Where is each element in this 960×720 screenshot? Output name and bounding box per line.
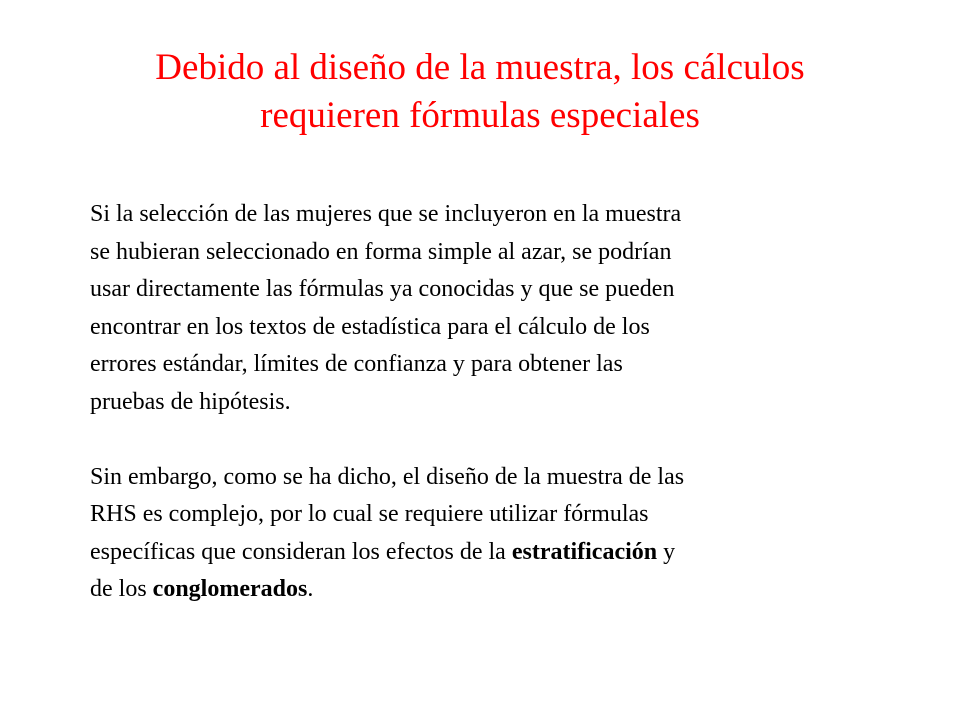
text-run: . bbox=[307, 576, 314, 602]
title-line-1: Debido al diseño de la muestra, los cálculos bbox=[155, 47, 805, 88]
paragraph-2-line: RHS es complejo, por lo cual se requiere utilizar fórmulas bbox=[90, 501, 649, 527]
title-line-2: requieren fórmulas especiales bbox=[260, 95, 700, 136]
slide-body bbox=[90, 196, 890, 609]
paragraph-2 bbox=[90, 459, 890, 609]
paragraph-1-line: Si la selección de las mujeres que se incluyeron en la muestra bbox=[90, 201, 682, 227]
paragraph-2-line bbox=[90, 534, 890, 572]
text-run: de los bbox=[90, 576, 153, 602]
paragraph-1-line: se hubieran seleccionado en forma simple al azar, se podrían bbox=[90, 238, 672, 265]
text-run: específicas que consideran los efectos de la bbox=[90, 538, 512, 565]
paragraph-1-line: errores estándar, límites de confianza y para obtener las bbox=[90, 351, 623, 377]
paragraph-1-line: encontrar en los textos de estadística para el cálculo de los bbox=[90, 313, 650, 340]
paragraph-gap bbox=[90, 421, 890, 459]
bold-term-estratificacion: estratificación bbox=[511, 538, 658, 565]
paragraph-2-line: Sin embargo, como se ha dicho, el diseño de la muestra de las bbox=[90, 463, 685, 490]
paragraph-1-line: pruebas de hipótesis. bbox=[90, 388, 291, 415]
bold-term-conglomerados: conglomerados bbox=[152, 576, 308, 602]
slide-title bbox=[60, 44, 900, 140]
paragraph-1-line: usar directamente las fórmulas ya conocidas y que se pueden bbox=[90, 276, 675, 302]
text-run: y bbox=[657, 538, 676, 565]
paragraph-1 bbox=[90, 196, 890, 421]
paragraph-2-line bbox=[90, 571, 890, 609]
